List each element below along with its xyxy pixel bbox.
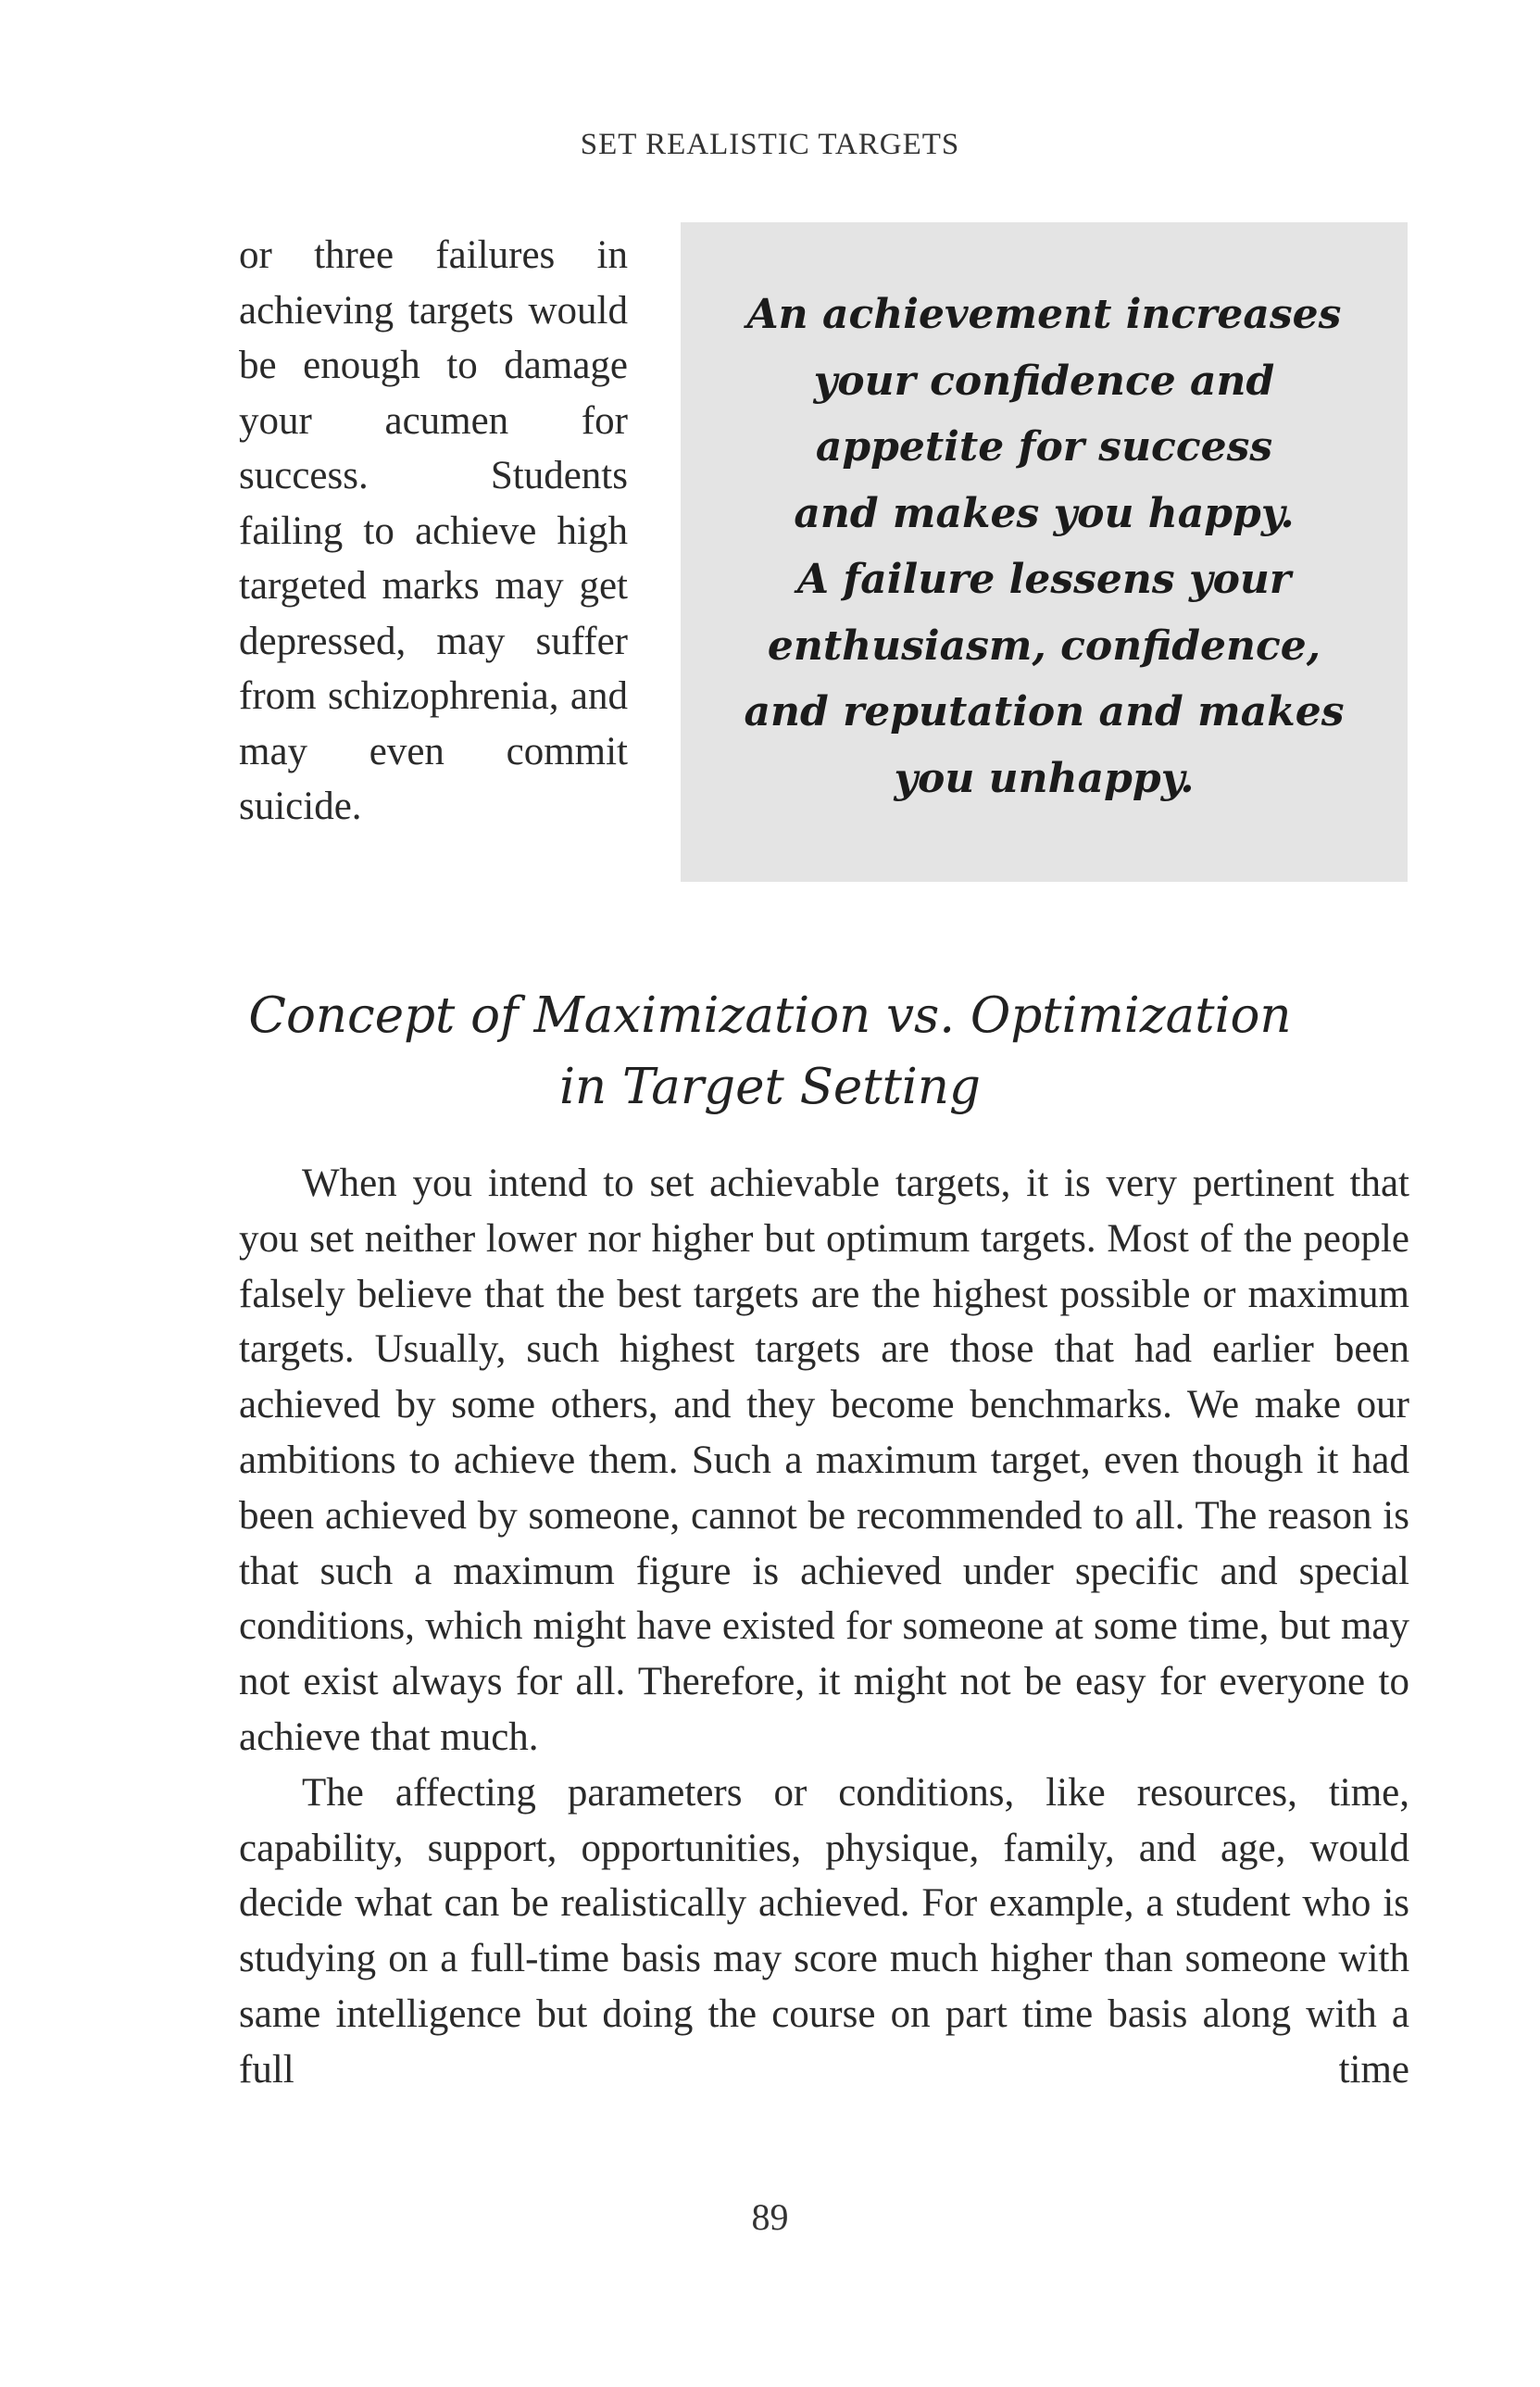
pull-quote-line: and reputation and makes (744, 688, 1345, 735)
paragraph: When you intend to set achievable targets, it is very pertinent that you set neither lower nor higher but optimum targets. Most of the people falsely believe that the best targets are the highest possible or maximum targets. Usually, such highest targets are those that had earlier been achieved by some others, and they become benchmarks. We make our ambitions to achieve them. Such a maximum target, even though it had been achieved by someone, cannot be recommended to all. The reason is that such a maximum figure is achieved under specific and special conditions, which might have existed for someone at some time, but may not exist always for all. Therefore, it might not be easy for everyone to achieve that much. (239, 1162, 1409, 1759)
section-title-line-1: Concept of Maximization vs. Optimization (248, 987, 1292, 1044)
pull-quote-line: An achievement increases (746, 291, 1342, 338)
pull-quote-line: enthusiasm, confidence, (767, 622, 1321, 670)
pull-quote-box (681, 222, 1408, 882)
body-text (239, 1156, 1409, 2098)
paragraph: The affecting parameters or conditions, like resources, time, capability, support, opportunities, physique, family, and age, would decide what can be realistically achieved. For example, a student who is studying on a full-time basis may score much higher than someone with same intelligence but doing the course on part time basis along with a full time (239, 1770, 1409, 2092)
pull-quote-line: appetite for success (815, 423, 1273, 471)
lead-column-text: or three failures in achieving targets would be enough to damage your acumen for success. Students failing to achieve high targeted marks may get depressed, may suffer from schizophrenia, and may even commit suicide. (239, 233, 628, 828)
running-head: SET REALISTIC TARGETS (580, 128, 960, 161)
page-number: 89 (751, 2196, 789, 2238)
pull-quote-line: and makes you happy. (794, 489, 1295, 537)
section-title (0, 980, 1540, 1123)
pull-quote-line: A failure lessens your (796, 556, 1292, 603)
pull-quote-line: you unhappy. (894, 754, 1195, 802)
pull-quote-text (681, 282, 1408, 811)
pull-quote-line: your confidence and (813, 357, 1275, 405)
section-title-line-2: in Target Setting (559, 1059, 981, 1115)
